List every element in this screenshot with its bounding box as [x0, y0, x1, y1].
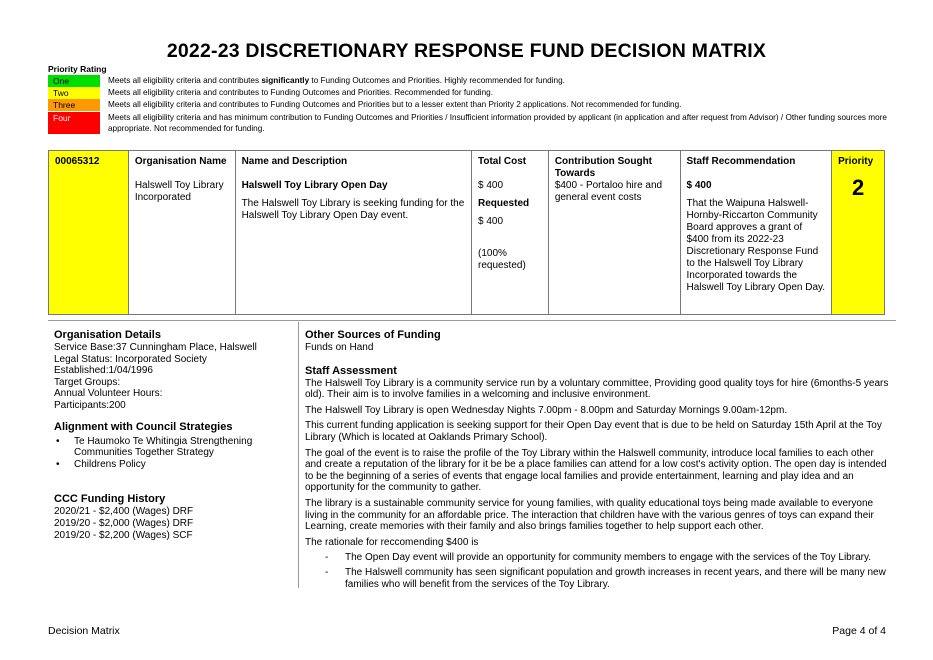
- section-divider: [48, 320, 896, 321]
- rating-desc-three: Meets all eligibility criteria and contributes to Funding Outcomes and Priorities but to a lesser extent than Priority 2 applications. Not recommended for funding.: [108, 100, 682, 109]
- assessment-paragraph: The Halswell Toy Library is open Wednesday Nights 7.00pm - 8.00pm and Saturday Mornings 9.00am-12pm.: [305, 404, 788, 416]
- requested-percentage: (100% requested): [477, 248, 526, 271]
- staff-recommendation-header: Staff Recommendation: [686, 156, 796, 167]
- page-number: Page 4 of 4: [832, 625, 886, 637]
- name-description-header: Name and Description: [241, 156, 348, 167]
- priority-cell: [832, 151, 884, 314]
- rating-row-one: [48, 75, 888, 87]
- page-title: 2022-23 DISCRETIONARY RESPONSE FUND DECISION MATRIX: [166, 40, 767, 62]
- service-base: Service Base:37 Cunningham Place, Halswell: [54, 342, 257, 353]
- alignment-title: Alignment with Council Strategies: [54, 420, 233, 433]
- total-cost-header: Total Cost: [477, 156, 527, 167]
- requested-amount: $ 400: [477, 216, 504, 227]
- rating-row-two: [48, 87, 888, 99]
- list-item: 2019/20 - $2,200 (Wages) SCF: [54, 529, 193, 541]
- funding-history-title: CCC Funding History: [54, 493, 166, 506]
- rating-desc-one-post: to Funding Outcomes and Priorities. Highly recommended for funding.: [309, 76, 565, 85]
- rating-swatch-three: Three: [48, 99, 100, 111]
- organisation-cell: [129, 151, 236, 314]
- project-name: Halswell Toy Library Open Day: [241, 180, 388, 191]
- other-sources-title: Other Sources of Funding: [305, 329, 441, 341]
- column-divider: [298, 322, 299, 588]
- participants: Participants:200: [54, 399, 126, 411]
- requested-label: Requested: [477, 198, 530, 209]
- rating-desc-two: Meets all eligibility criteria and contributes to Funding Outcomes and Priorities. Recommended for funding.: [108, 88, 494, 97]
- list-item: • Childrens Policy: [54, 459, 290, 471]
- list-item: • Te Haumoko Te Whitingia Strengthening Communities Together Strategy: [54, 436, 290, 459]
- rating-swatch-one: One: [48, 75, 100, 87]
- rating-desc-one: [108, 75, 565, 87]
- list-item: 2019/20 - $2,000 (Wages) DRF: [54, 517, 194, 529]
- assessment-paragraph: The rationale for reccomending $400 is: [305, 536, 479, 548]
- rating-swatch-two: Two: [48, 87, 100, 99]
- priority-header: Priority: [838, 156, 874, 167]
- organisation-header: Organisation Name: [134, 156, 227, 167]
- legal-status: Legal Status: Incorporated Society: [54, 353, 207, 365]
- assessment-paragraph: The Halswell Toy Library is a community service run by a voluntary committee, Providing good quality toys for hire (6months-5 years old). Their aim is to involve families in a welcoming and inclusive environment.: [305, 377, 889, 401]
- application-id-cell: [49, 151, 129, 314]
- footer-title: Decision Matrix: [48, 625, 120, 637]
- staff-assessment-title: Staff Assessment: [305, 364, 397, 377]
- volunteer-hours: Annual Volunteer Hours:: [54, 388, 163, 400]
- assessment-paragraph: The goal of the event is to raise the profile of the Toy Library within the Halswell community, introduce local families to each other and create a reputation of the library for it be be a place families can attend for a low cost's activity option. The open day is intended to be the beginning of a series of events that engage local families and provide entertainment, learning and play idea and an opportunity for the community to gather.: [305, 447, 887, 494]
- staff-recommendation-amount: $ 400: [686, 180, 712, 191]
- rating-row-three: [48, 99, 888, 111]
- total-cost-value: $ 400: [477, 180, 504, 191]
- target-groups: Target Groups:: [54, 376, 121, 388]
- left-panel: [54, 328, 290, 541]
- staff-recommendation-text: That the Waipuna Halswell-Hornby-Riccarton Community Board approves a grant of $400 from its 2022-23 Discretionary Response Fund to the Halswell Toy Library Incorporated towards the Halswell Toy Library Open Day.: [686, 198, 826, 293]
- alignment-list: [54, 436, 290, 471]
- right-panel: [305, 328, 890, 593]
- decision-matrix-table: [48, 150, 885, 315]
- rating-desc-one-pre: Meets all eligibility criteria and contributes: [108, 76, 262, 85]
- list-item: 2020/21 - $2,400 (Wages) DRF: [54, 506, 194, 518]
- contribution-cell: [549, 151, 681, 314]
- application-id: 00065312: [55, 156, 100, 167]
- project-description: The Halswell Toy Library is seeking funding for the Halswell Toy Library Open Day event.: [241, 198, 465, 221]
- priority-rating-heading: Priority Rating: [48, 64, 107, 74]
- org-details-title: Organisation Details: [54, 329, 161, 341]
- contribution-header: Contribution Sought Towards: [554, 156, 653, 179]
- rating-row-four: [48, 112, 888, 134]
- staff-recommendation-cell: [681, 151, 833, 314]
- organisation-name: Halswell Toy Library Incorporated: [134, 180, 224, 203]
- name-description-cell: [236, 151, 472, 314]
- other-sources-text: Funds on Hand: [305, 342, 374, 353]
- total-cost-cell: [472, 151, 549, 314]
- established: Established:1/04/1996: [54, 365, 153, 377]
- assessment-paragraph: This current funding application is seeking support for their Open Day event that is due to be held on Saturday 15th April at the Toy Library (Which is located at Oaklands Primary School).: [305, 420, 882, 443]
- list-item: - The Halswell community has seen significant population and growth increases in recent years, and there will be many new families who will benefit from the services of the Toy Library.: [305, 567, 890, 590]
- rationale-list: [305, 552, 890, 590]
- contribution-text: $400 - Portaloo hire and general event costs: [554, 180, 663, 203]
- rating-desc-four: Meets all eligibility criteria and has minimum contribution to Funding Outcomes and Priorities / Insufficient information provided by applicant (in application and after request from Advisor) / Other funding sources more appropriate. Not recommended for funding.: [108, 113, 887, 133]
- list-item: - The Open Day event will provide an opportunity for community members to engage with the services of the Toy Library.: [305, 552, 890, 564]
- assessment-paragraph: The library is a sustainable community service for young families, with quality educational toys being made available to everyone living in the community for an affordable price. The interaction that children have with the various genres of toys can expand their Learning, create memories with their family and also brings families together to help support each other.: [305, 497, 874, 533]
- rating-desc-one-bold: significantly: [261, 76, 310, 85]
- rating-swatch-four: Four: [48, 112, 100, 134]
- priority-value: 2: [851, 175, 865, 200]
